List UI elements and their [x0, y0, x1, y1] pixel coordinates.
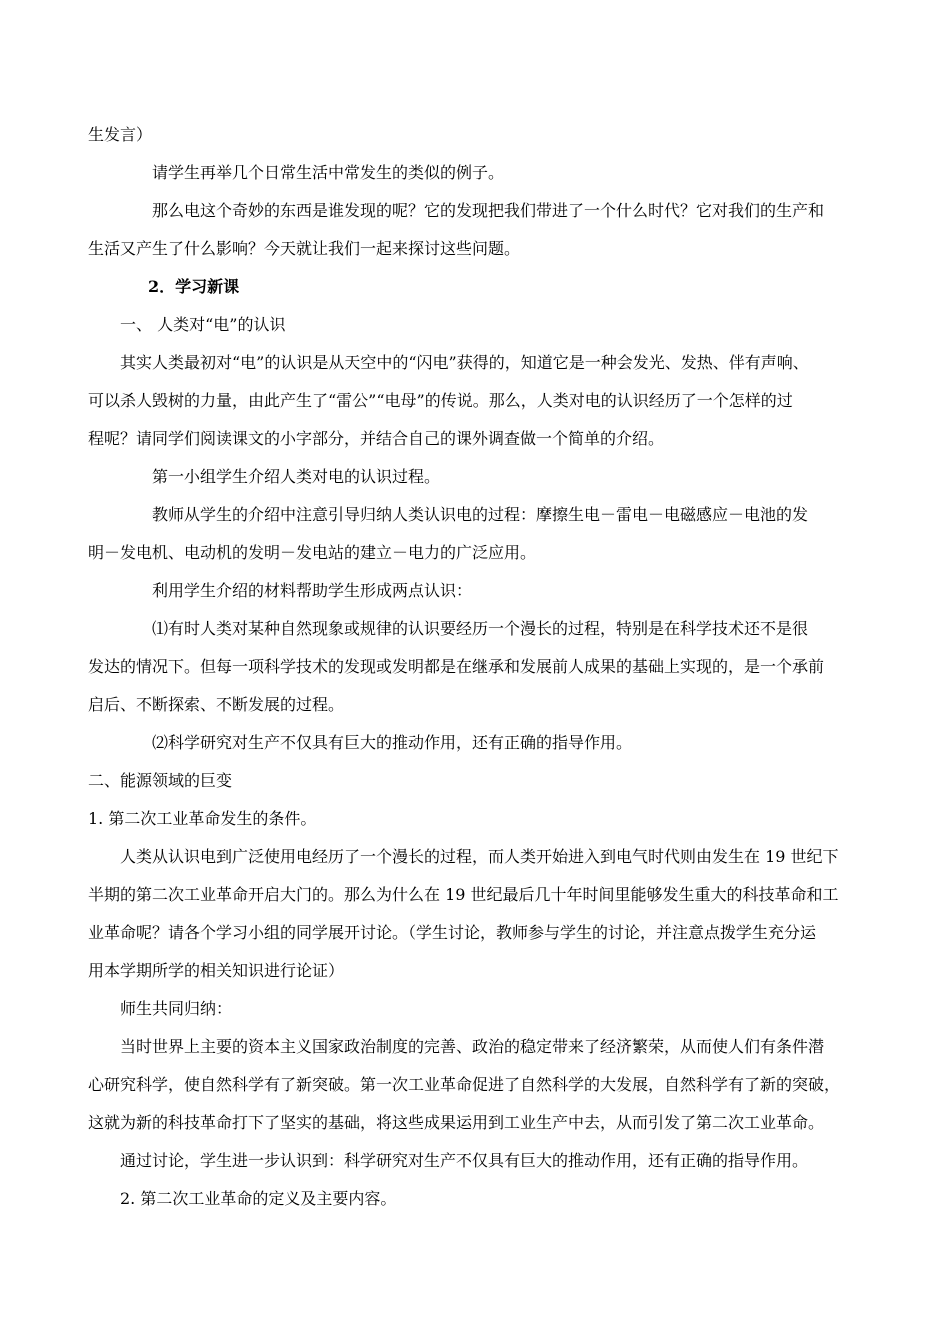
- text-line: 程呢？请同学们阅读课文的小字部分，并结合自己的课外调查做一个简单的介绍。: [88, 429, 665, 448]
- text-line: 可以杀人毁树的力量，由此产生了“雷公”“电母”的传说。那么，人类对电的认识经历了一个怎样的过: [88, 391, 793, 410]
- text-line: 心研究科学，使自然科学有了新突破。第一次工业革命促进了自然科学的大发展，自然科学有了新的突破，: [88, 1075, 841, 1094]
- text-line: 利用学生介绍的材料帮助学生形成两点认识：: [152, 581, 473, 600]
- text-line: 师生共同归纳：: [120, 999, 233, 1018]
- subsection-heading: 一、 人类对“电”的认识: [120, 315, 286, 334]
- text-line: 启后、不断探索、不断发展的过程。: [88, 695, 345, 714]
- text-line: 教师从学生的介绍中注意引导归纳人类认识电的过程：摩擦生电－雷电－电磁感应－电池的发: [152, 505, 809, 524]
- text-line: 第一小组学生介绍人类对电的认识过程。: [152, 467, 441, 486]
- text-line: 那么电这个奇妙的东西是谁发现的呢？它的发现把我们带进了一个什么时代？它对我们的生产和: [152, 201, 825, 220]
- text-line: 业革命呢？请各个学习小组的同学展开讨论。（学生讨论，教师参与学生的讨论，并注意点拨学生充分运: [88, 923, 817, 942]
- text-line: ⑴有时人类对某种自然现象或规律的认识要经历一个漫长的过程，特别是在科学技术还不是很: [152, 619, 809, 638]
- text-line: 生发言）: [88, 125, 153, 144]
- text-line: 发达的情况下。但每一项科学技术的发现或发明都是在继承和发展前人成果的基础上实现的，是一个承前: [88, 657, 825, 676]
- text-line: 这就为新的科技革命打下了坚实的基础，将这些成果运用到工业生产中去，从而引发了第二次工业革命。: [88, 1113, 825, 1132]
- subsection-heading: 二、能源领域的巨变: [88, 771, 233, 790]
- text-line: 生活又产生了什么影响？今天就让我们一起来探讨这些问题。: [88, 239, 521, 258]
- text-line: 人类从认识电到广泛使用电经历了一个漫长的过程，而人类开始进入到电气时代则由发生在 19 世纪下: [120, 847, 839, 866]
- subsection-heading: 2. 第二次工业革命的定义及主要内容。: [120, 1189, 397, 1208]
- text-line: 请学生再举几个日常生活中常发生的类似的例子。: [152, 163, 505, 182]
- subsection-heading: 1. 第二次工业革命发生的条件。: [88, 809, 317, 828]
- section-heading: 2．学习新课: [148, 277, 240, 296]
- text-line: 其实人类最初对“电”的认识是从天空中的“闪电”获得的，知道它是一种会发光、发热、伴有声响、: [120, 353, 809, 372]
- text-line: ⑵科学研究对生产不仅具有巨大的推动作用，还有正确的指导作用。: [152, 733, 633, 752]
- text-line: 明－发电机、电动机的发明－发电站的建立－电力的广泛应用。: [88, 543, 537, 562]
- text-line: 当时世界上主要的资本主义国家政治制度的完善、政治的稳定带来了经济繁荣，从而使人们有条件潜: [120, 1037, 825, 1056]
- text-line: 通过讨论，学生进一步认识到：科学研究对生产不仅具有巨大的推动作用，还有正确的指导作用。: [120, 1151, 809, 1170]
- text-line: 半期的第二次工业革命开启大门的。那么为什么在 19 世纪最后几十年时间里能够发生重大的科技革命和工: [88, 885, 839, 904]
- text-line: 用本学期所学的相关知识进行论证）: [88, 961, 345, 980]
